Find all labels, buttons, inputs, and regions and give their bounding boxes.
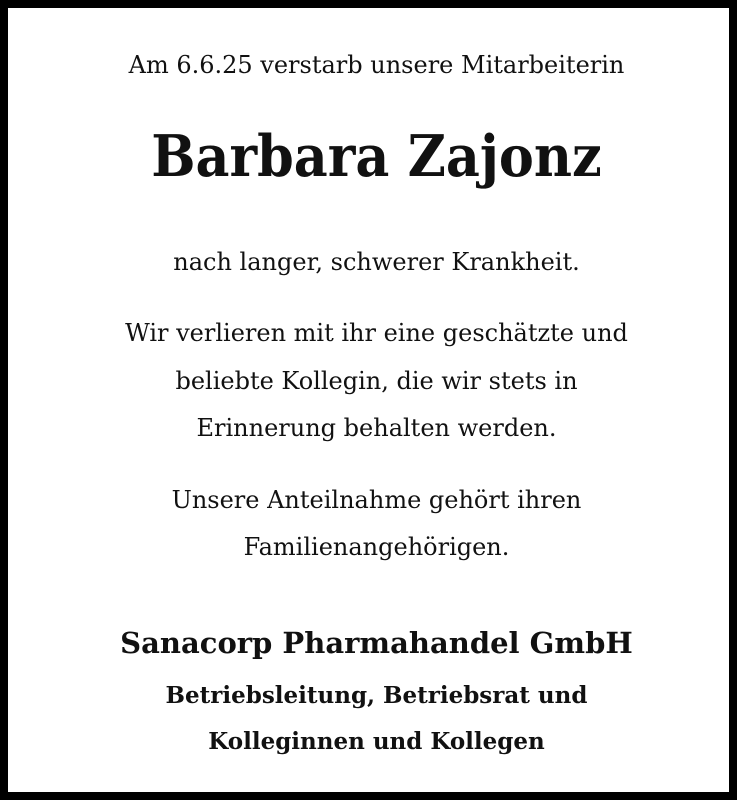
intro-text: Am 6.6.25 verstarb unsere Mitarbeiterin xyxy=(128,51,625,79)
signature-line: Kolleginnen und Kollegen xyxy=(208,728,545,755)
deceased-name: Barbara Zajonz xyxy=(151,123,602,190)
signature-line: Betriebsleitung, Betriebsrat und xyxy=(165,682,588,709)
sympathy-line: Unsere Anteilnahme gehört ihren xyxy=(171,486,582,514)
cause-text: nach langer, schwerer Krankheit. xyxy=(173,248,580,276)
company-name: Sanacorp Pharmahandel GmbH xyxy=(120,626,633,660)
tribute-line: Wir verlieren mit ihr eine geschätzte und xyxy=(125,319,628,347)
tribute-line: Erinnerung behalten werden. xyxy=(196,414,557,442)
sympathy-line: Familienangehörigen. xyxy=(243,533,510,561)
tribute-line: beliebte Kollegin, die wir stets in xyxy=(175,367,578,395)
